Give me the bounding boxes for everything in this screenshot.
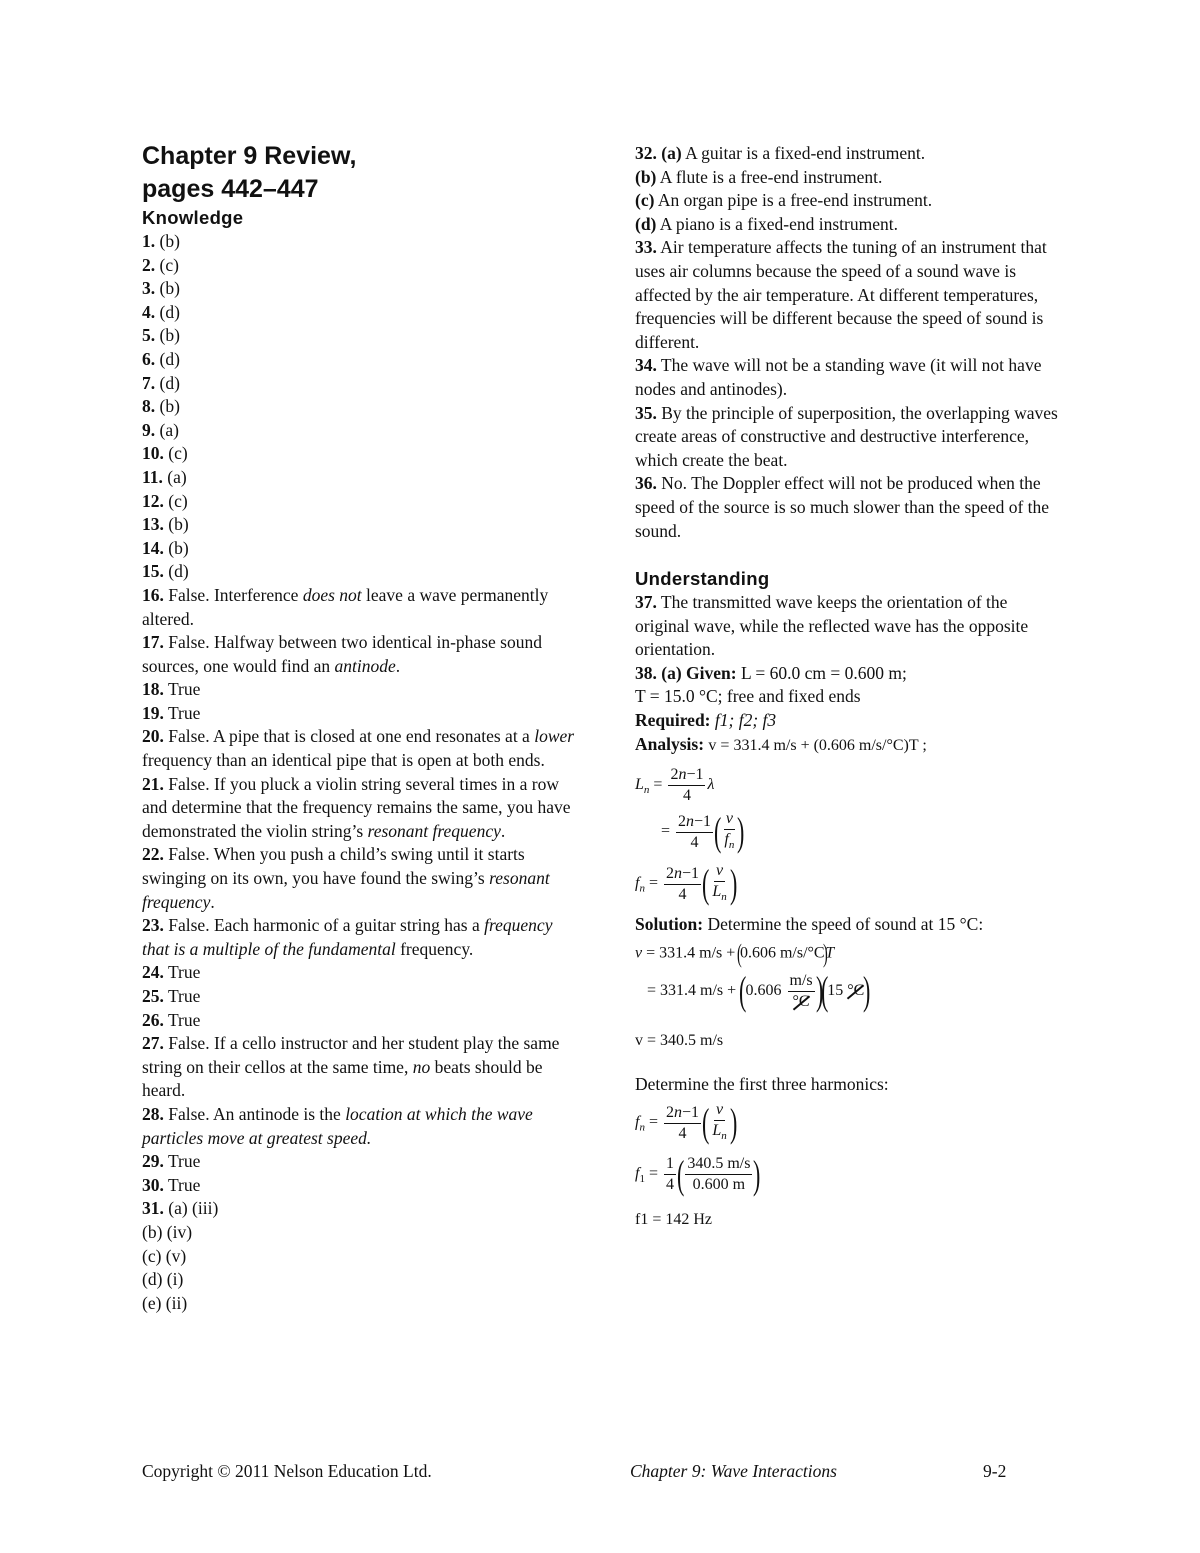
mc-answer: 13. (b) — [142, 514, 189, 535]
answer-16: 16. False. Interference does not leave a wave permanently altered. — [142, 584, 549, 629]
answer-32c: (c) An organ pipe is a free-end instrument. — [635, 190, 933, 211]
mc-answer: 6. (d) — [142, 348, 180, 369]
answer-21: 21. False. If you pluck a violin string several times in a row and determine that the frequency remains the same, you have demonstrated the violin string’s resonant frequency. — [142, 773, 571, 841]
multiple-choice-list — [142, 230, 582, 584]
answer-37: 37. The transmitted wave keeps the orientation of the original wave, while the reflected wave has the opposite orientation. — [635, 592, 1029, 660]
answer-38-solution: Solution: Determine the speed of sound at 15 °C: — [635, 914, 984, 935]
mc-answer: 10. (c) — [142, 443, 188, 464]
f1-result: f1 = 142 Hz — [635, 1211, 713, 1229]
answer-38-given: 38. (a) Given: L = 60.0 cm = 0.600 m; — [635, 662, 907, 683]
answer-31: 31. (a) (iii) — [142, 1198, 219, 1219]
mc-answer: 7. (d) — [142, 372, 180, 393]
answer-23: 23. False. Each harmonic of a guitar string has a frequency that is a multiple of the fundamental frequency. — [142, 915, 553, 959]
answer-25: 25. True — [142, 986, 201, 1006]
right-column — [635, 142, 1065, 1238]
answer-27: 27. False. If a cello instructor and her student play the same string on their cellos at the same time, no beats should be heard. — [142, 1033, 560, 1101]
answer-32b: (b) A flute is a free-end instrument. — [635, 166, 883, 187]
answer-34: 34. The wave will not be a standing wave (it will not have nodes and antinodes). — [635, 355, 1042, 399]
answer-18: 18. True — [142, 679, 201, 700]
answer-20: 20. False. A pipe that is closed at one end resonates at a lower frequency than an identical pipe that is open at both ends. — [142, 726, 575, 771]
mc-answer: 8. (b) — [142, 396, 180, 417]
speed-equation-block: v = 331.4 m/s + (0.606 m/s/°C)T = 331.4 m/s + (0.606 $\frac{m/s}{^\circ C}$ )(15 °C) v = 340.5 m/s — [635, 941, 1065, 1059]
mc-answer: 5. (b) — [142, 325, 180, 346]
chapter-title-line1: Chapter 9 Review, — [142, 142, 357, 170]
wavelength-equation-block: $L_n$ = $\frac{2n-1}{4}$ λ = $\frac{2n-1}{4}$ ( $\frac{v}{f_n}$ ) $f_n$ = $\frac{2n-1}{4}$ ( $\frac{v}{L_n}$ ) — [635, 766, 745, 907]
answer-31-c: (c) (v) — [142, 1245, 187, 1266]
answer-31-e: (e) (ii) — [142, 1292, 188, 1313]
footer-copyright: Copyright © 2011 Nelson Education Ltd. — [142, 1461, 432, 1481]
knowledge-heading: Knowledge — [142, 207, 244, 228]
answer-19: 19. True — [142, 702, 201, 723]
answer-32a: 32. (a) A guitar is a fixed-end instrument. — [635, 143, 926, 163]
chapter-title-line2: pages 442–447 — [142, 175, 319, 203]
mc-answer: 12. (c) — [142, 490, 188, 511]
mc-answer: 9. (a) — [142, 419, 179, 440]
answer-24: 24. True — [142, 962, 201, 983]
mc-answer: 1. (b) — [142, 231, 180, 251]
answer-38-analysis: Analysis: v = 331.4 m/s + (0.606 m/s/°C)T ; — [635, 733, 927, 754]
answer-26: 26. True — [142, 1009, 201, 1030]
answer-38-required: Required: f1; f2; f3 — [635, 710, 777, 731]
answer-31-b: (b) (iv) — [142, 1221, 193, 1242]
answer-29: 29. True — [142, 1151, 201, 1172]
mc-answer: 3. (b) — [142, 278, 180, 299]
understanding-heading: Understanding — [635, 568, 770, 590]
answer-17: 17. False. Halfway between two identical in-phase sound sources, one would find an antinode. — [142, 632, 542, 676]
speed-result: v = 340.5 m/s — [635, 1031, 724, 1049]
left-column — [142, 140, 582, 1315]
mc-answer: 15. (d) — [142, 561, 189, 582]
answer-22: 22. False. When you push a child’s swing until it starts swinging on its own, you have found the swing’s resonant frequency. — [142, 844, 550, 912]
mc-answer: 4. (d) — [142, 301, 180, 322]
answer-31-d: (d) (i) — [142, 1269, 184, 1290]
answer-33: 33. Air temperature affects the tuning of an instrument that uses air columns because the speed of a sound wave is affected by the air temperature. At different temperatures, frequencies will be different because the speed of sound is different. — [635, 237, 1047, 352]
answer-32d: (d) A piano is a fixed-end instrument. — [635, 213, 898, 234]
answer-36: 36. No. The Doppler effect will not be produced when the speed of the source is so much slower than the speed of the sound. — [635, 473, 1050, 541]
harmonic-equation-block: $f_n$ = $\frac{2n-1}{4}$ ( $\frac{v}{L_n}$ ) $f_1$ = $\frac{1}{4}$ ( $\frac{340.5 m/s}{0.600 m}$ ) f1 = 142 Hz — [635, 1100, 1065, 1238]
mc-answer: 14. (b) — [142, 537, 189, 558]
answer-38-given-line2: T = 15.0 °C; free and fixed ends — [635, 686, 861, 707]
answer-35: 35. By the principle of superposition, the overlapping waves create areas of constructive and destructive interference, which create the beat. — [635, 402, 1058, 470]
mc-answer: 11. (a) — [142, 466, 187, 487]
answer-28: 28. False. An antinode is the location at which the wave particles move at greatest speed. — [142, 1103, 533, 1148]
harmonics-intro: Determine the first three harmonics: — [635, 1073, 889, 1094]
footer-page-number: 9-2 — [983, 1461, 1007, 1481]
answer-30: 30. True — [142, 1174, 201, 1195]
mc-answer: 2. (c) — [142, 254, 179, 275]
footer-chapter: Chapter 9: Wave Interactions — [630, 1461, 837, 1481]
